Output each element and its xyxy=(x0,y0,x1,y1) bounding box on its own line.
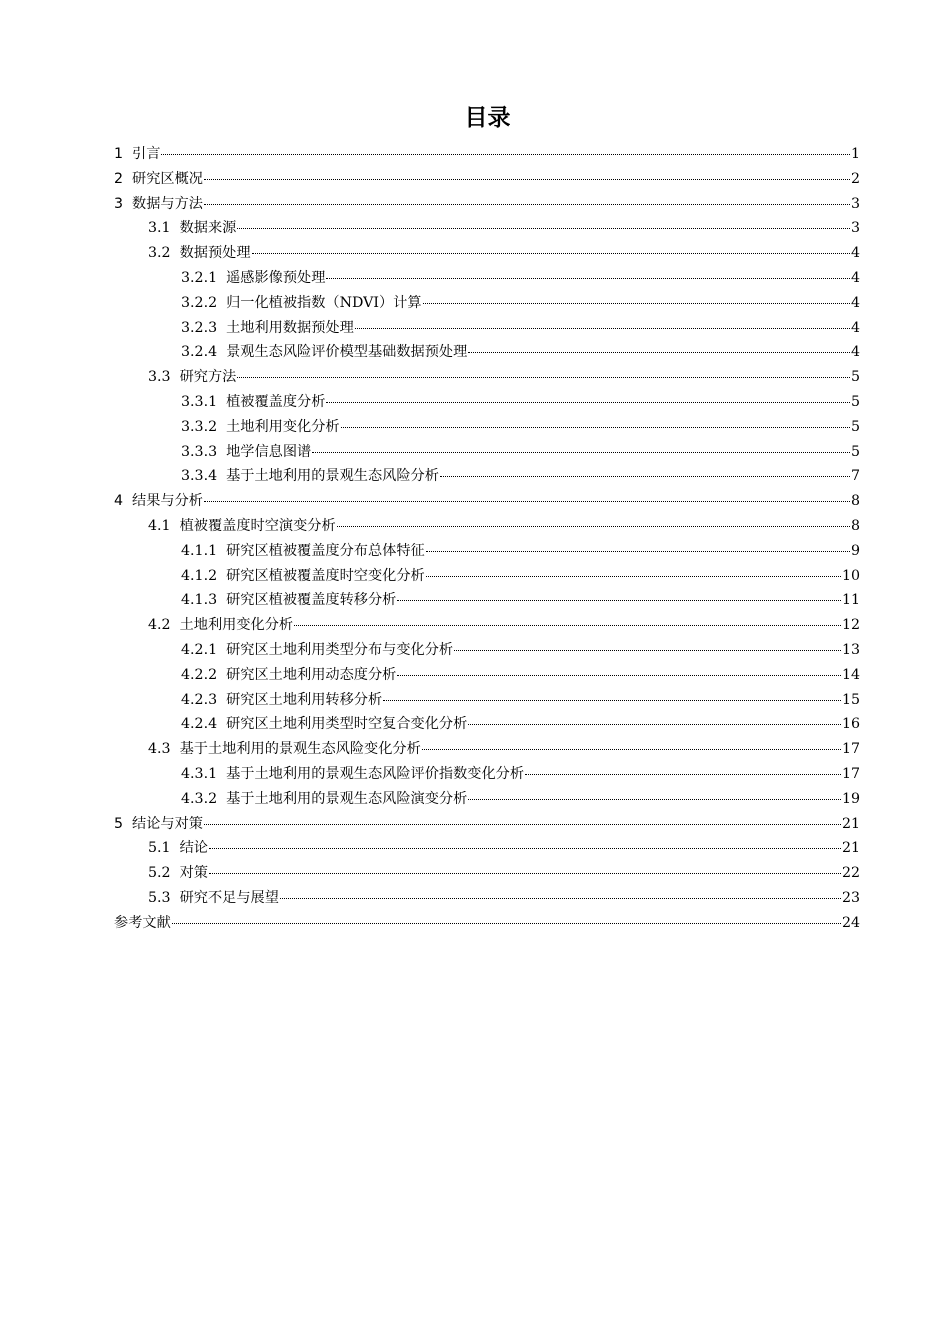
toc-dot-leader xyxy=(326,402,850,403)
toc-page-number: 1 xyxy=(850,146,860,162)
toc-dot-leader xyxy=(468,799,841,800)
toc-entry-title: 数据来源 xyxy=(179,220,237,237)
toc-entry-number: 4.1 xyxy=(148,517,171,534)
toc-entry-title: 参考文献 xyxy=(114,914,171,931)
toc-dot-leader xyxy=(326,278,850,279)
toc-dot-leader xyxy=(341,427,850,428)
toc-page-number: 4 xyxy=(850,319,860,336)
toc-entry-number: 3.2.3 xyxy=(181,319,218,336)
toc-dot-leader xyxy=(426,551,850,552)
toc-entry[interactable] xyxy=(114,911,860,936)
toc-entry-number: 3.3 xyxy=(148,369,171,386)
toc-entry[interactable] xyxy=(114,142,860,167)
toc-entry-number: 1 xyxy=(114,146,124,162)
toc-dot-leader xyxy=(172,923,841,924)
toc-page-number: 8 xyxy=(850,517,860,534)
toc-page-number: 7 xyxy=(850,468,860,485)
toc-entry[interactable] xyxy=(114,712,860,737)
toc-entry-number: 4.2.4 xyxy=(181,716,218,733)
toc-entry[interactable] xyxy=(114,489,860,514)
toc-entry[interactable] xyxy=(114,663,860,688)
toc-entry-number: 4.3 xyxy=(148,741,171,758)
toc-entry-number: 3.3.3 xyxy=(181,443,218,460)
toc-entry-title: 基于土地利用的景观生态风险评价指数变化分析 xyxy=(226,765,525,782)
toc-entry[interactable] xyxy=(114,787,860,812)
toc-entry[interactable] xyxy=(114,464,860,489)
toc-dot-leader xyxy=(237,228,850,229)
toc-entry-number: 4.2.3 xyxy=(181,691,218,708)
toc-entry-title: 基于土地利用的景观生态风险分析 xyxy=(226,468,439,485)
toc-entry-title: 地学信息图谱 xyxy=(226,443,312,460)
toc-entry[interactable] xyxy=(114,812,860,837)
toc-page-number: 4 xyxy=(850,269,860,286)
toc-entry-title: 研究区植被覆盖度分布总体特征 xyxy=(226,542,425,559)
toc-dot-leader xyxy=(454,650,841,651)
toc-page-number: 16 xyxy=(841,716,860,733)
toc-page-number: 2 xyxy=(850,170,860,187)
toc-entry-number: 3.1 xyxy=(148,220,171,237)
toc-page-number: 11 xyxy=(841,592,860,609)
toc-page-number: 22 xyxy=(841,865,860,882)
toc-entry-title: 土地利用变化分析 xyxy=(179,617,294,634)
toc-dot-leader xyxy=(397,600,841,601)
toc-page-number: 15 xyxy=(841,691,860,708)
toc-entry-number: 3.2 xyxy=(148,245,171,262)
toc-entry-title: 研究区土地利用类型时空复合变化分析 xyxy=(226,716,468,733)
toc-dot-leader xyxy=(383,700,841,701)
toc-dot-leader xyxy=(426,576,841,577)
toc-page-number: 4 xyxy=(850,245,860,262)
toc-entry[interactable] xyxy=(114,886,860,911)
toc-dot-leader xyxy=(355,328,850,329)
toc-entry-title: 研究区土地利用转移分析 xyxy=(226,691,383,708)
toc-entry[interactable] xyxy=(114,688,860,713)
toc-entry-title: 数据预处理 xyxy=(179,245,251,262)
toc-entry-number: 3.3.1 xyxy=(181,393,218,410)
toc-page-number: 24 xyxy=(841,914,860,931)
toc-page-number: 4 xyxy=(850,294,860,311)
toc-entry-title: 研究区土地利用类型分布与变化分析 xyxy=(226,641,454,658)
toc-entry-title: 植被覆盖度时空演变分析 xyxy=(179,517,336,534)
toc-entry-number: 4 xyxy=(114,493,124,510)
toc-entry-number: 5.2 xyxy=(148,865,171,882)
toc-dot-leader xyxy=(252,253,850,254)
toc-entry-title: 土地利用变化分析 xyxy=(226,418,340,435)
toc-entry[interactable] xyxy=(114,638,860,663)
toc-dot-leader xyxy=(423,303,850,304)
toc-entry-title: 研究区植被覆盖度时空变化分析 xyxy=(226,567,425,584)
toc-page-number: 8 xyxy=(850,493,860,510)
toc-entry-title: 研究区植被覆盖度转移分析 xyxy=(226,592,397,609)
toc-entry[interactable] xyxy=(114,514,860,539)
toc-entry-number: 3.2.4 xyxy=(181,344,218,361)
toc-dot-leader xyxy=(209,848,841,849)
toc-page-number: 5 xyxy=(850,369,860,386)
toc-entry-number: 4.1.2 xyxy=(181,567,218,584)
toc-page-number: 10 xyxy=(841,567,860,584)
toc-page-number: 4 xyxy=(850,344,860,361)
toc-entry-title: 研究区土地利用动态度分析 xyxy=(226,666,397,683)
toc-page-number: 5 xyxy=(850,418,860,435)
toc-entry[interactable] xyxy=(114,316,860,341)
toc-page-number: 5 xyxy=(850,443,860,460)
toc-entry[interactable] xyxy=(114,762,860,787)
toc-entry[interactable] xyxy=(114,241,860,266)
toc-entry[interactable] xyxy=(114,588,860,613)
toc-page-number: 3 xyxy=(850,195,860,212)
toc-entry-title: 引言 xyxy=(132,146,161,162)
toc-entry[interactable] xyxy=(114,266,860,291)
toc-dot-leader xyxy=(280,898,841,899)
toc-entry-title: 研究区概况 xyxy=(132,170,203,187)
toc-page-number: 21 xyxy=(841,815,860,832)
toc-entry-number: 4.2 xyxy=(148,617,171,634)
toc-entry[interactable] xyxy=(114,564,860,589)
toc-entry-number: 4.2.2 xyxy=(181,666,218,683)
toc-entry-title: 景观生态风险评价模型基础数据预处理 xyxy=(226,344,468,361)
toc-dot-leader xyxy=(237,377,850,378)
toc-entry[interactable] xyxy=(114,340,860,365)
toc-page-number: 9 xyxy=(850,542,860,559)
toc-entry[interactable] xyxy=(114,365,860,390)
toc-entry[interactable] xyxy=(114,440,860,465)
toc-entry-number: 4.3.1 xyxy=(181,765,218,782)
toc-entry[interactable] xyxy=(114,291,860,316)
toc-page-number: 3 xyxy=(850,220,860,237)
toc-entry-title: 研究方法 xyxy=(179,369,237,386)
toc-page-number: 5 xyxy=(850,393,860,410)
toc-page-number: 17 xyxy=(841,741,860,758)
toc-entry-title: 归一化植被指数（NDVI）计算 xyxy=(226,294,422,311)
toc-dot-leader xyxy=(209,873,841,874)
toc-entry-number: 2 xyxy=(114,170,124,187)
toc-entry-title: 遥感影像预处理 xyxy=(226,269,326,286)
toc-entry[interactable] xyxy=(114,836,860,861)
toc-entry-title: 结论与对策 xyxy=(132,815,203,832)
toc-page-number: 13 xyxy=(841,641,860,658)
toc-dot-leader xyxy=(422,749,841,750)
toc-entry-number: 3.3.4 xyxy=(181,468,218,485)
toc-dot-leader xyxy=(525,774,841,775)
toc-entry-number: 5 xyxy=(114,815,124,832)
toc-entry-title: 结论 xyxy=(179,840,208,857)
toc-entry-title: 植被覆盖度分析 xyxy=(226,393,326,410)
toc-dot-leader xyxy=(312,452,850,453)
toc-dot-leader xyxy=(204,179,850,180)
toc-entry-title: 研究不足与展望 xyxy=(179,889,279,906)
toc-entry-number: 4.1.3 xyxy=(181,592,218,609)
toc-page-number: 19 xyxy=(841,790,860,807)
toc-dot-leader xyxy=(337,526,850,527)
toc-entry-title: 基于土地利用的景观生态风险变化分析 xyxy=(179,741,421,758)
toc-dot-leader xyxy=(204,824,841,825)
toc-entry[interactable] xyxy=(114,216,860,241)
toc-entry-number: 3.2.1 xyxy=(181,269,218,286)
toc-entry-title: 土地利用数据预处理 xyxy=(226,319,354,336)
toc-dot-leader xyxy=(440,476,850,477)
toc-entry[interactable] xyxy=(114,167,860,192)
toc-page-number: 17 xyxy=(841,765,860,782)
toc-dot-leader xyxy=(294,625,841,626)
toc-entry[interactable] xyxy=(114,192,860,217)
toc-dot-leader xyxy=(161,154,850,155)
toc-entry[interactable] xyxy=(114,415,860,440)
toc-entry[interactable] xyxy=(114,390,860,415)
toc-dot-leader xyxy=(468,724,841,725)
toc-page-number: 23 xyxy=(841,889,860,906)
toc-title: 目录 xyxy=(464,105,511,131)
toc-entry[interactable] xyxy=(114,737,860,762)
toc-entry-number: 3 xyxy=(114,195,124,212)
toc-dot-leader xyxy=(397,675,841,676)
toc-page-number: 14 xyxy=(841,666,860,683)
toc-entry-title: 基于土地利用的景观生态风险演变分析 xyxy=(226,790,468,807)
toc-entry[interactable] xyxy=(114,861,860,886)
toc-entry-number: 4.3.2 xyxy=(181,790,218,807)
toc-entry-title: 数据与方法 xyxy=(132,195,203,212)
toc-entry-number: 4.2.1 xyxy=(181,641,218,658)
toc-entry-number: 3.2.2 xyxy=(181,294,218,311)
toc-entry-number: 4.1.1 xyxy=(181,542,218,559)
toc-entry-title: 对策 xyxy=(179,865,208,882)
toc-entry[interactable] xyxy=(114,613,860,638)
toc-dot-leader xyxy=(468,352,850,353)
toc-page-number: 12 xyxy=(841,617,860,634)
toc-dot-leader xyxy=(204,204,850,205)
toc-entry-number: 5.3 xyxy=(148,889,171,906)
toc-entry[interactable] xyxy=(114,539,860,564)
toc-dot-leader xyxy=(204,501,850,502)
toc-page-number: 21 xyxy=(841,840,860,857)
toc-list xyxy=(114,142,860,936)
toc-entry-number: 3.3.2 xyxy=(181,418,218,435)
toc-entry-number: 5.1 xyxy=(148,840,171,857)
toc-entry-title: 结果与分析 xyxy=(132,493,203,510)
